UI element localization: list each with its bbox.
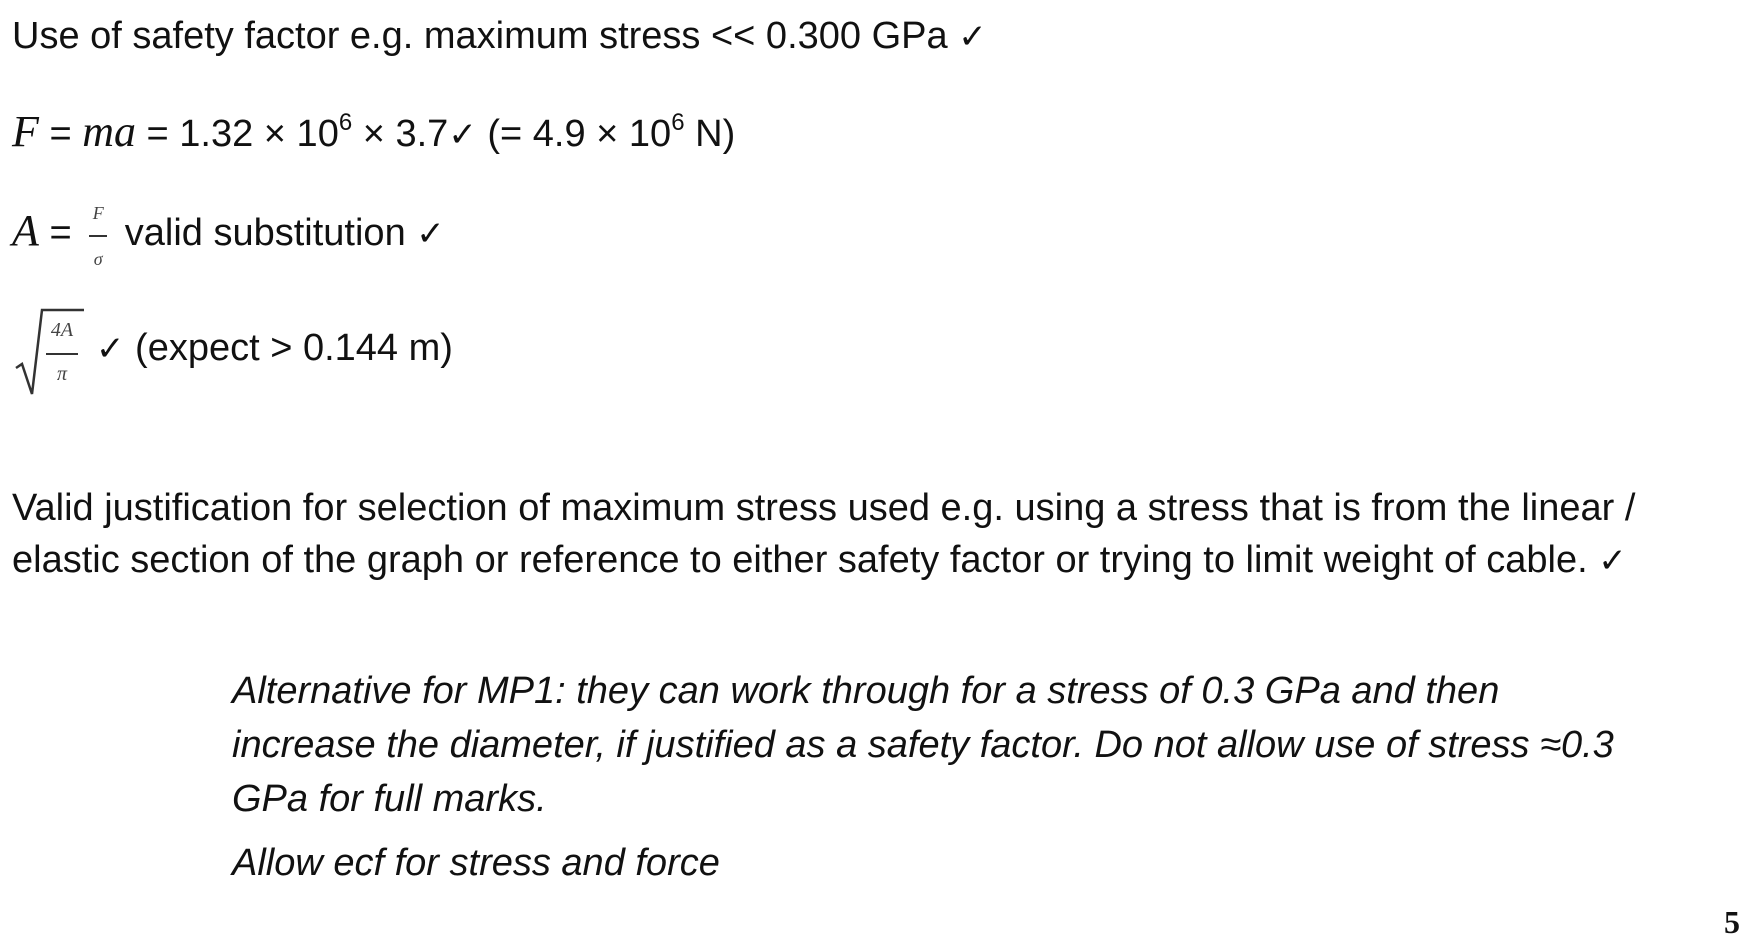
variable-f: F <box>12 107 39 156</box>
alternative-note: Alternative for MP1: they can work through for a stress of 0.3 GPa and then increase the diameter, if justified as a safety factor. Do not allow use of stress ≈0.3 GPa for full marks. <box>232 670 1614 820</box>
fraction-f-over-sigma <box>86 200 110 270</box>
line-area-equation <box>12 196 445 270</box>
root-denominator: π <box>56 362 68 385</box>
exponent: 6 <box>338 109 353 136</box>
check-mark-icon: ✓ <box>96 329 125 369</box>
acceleration-part: × 3.7 <box>352 113 449 155</box>
check-mark-icon: ✓ <box>416 214 445 254</box>
expect-text: (expect > 0.144 m) <box>124 327 453 369</box>
force-result-part: (= 4.9 × 10 <box>476 113 672 155</box>
fraction-numerator: F <box>92 202 104 223</box>
ecf-note: Allow ecf for stress and force <box>232 842 720 884</box>
line-safety-factor <box>12 14 987 59</box>
check-mark-icon: ✓ <box>958 17 987 57</box>
safety-factor-text: Use of safety factor e.g. maximum stress << 0.300 GPa <box>12 15 948 57</box>
root-numerator: 4A <box>50 318 74 341</box>
variable-ma: ma <box>82 107 136 156</box>
check-mark-icon: ✓ <box>448 115 477 155</box>
variable-a: A <box>12 206 39 255</box>
substitution-text: valid substitution <box>114 212 417 254</box>
line-force-equation <box>12 107 736 157</box>
justification-paragraph <box>12 482 1732 587</box>
line-diameter <box>12 300 453 398</box>
check-mark-icon: ✓ <box>1598 541 1627 581</box>
force-value-part: = 1.32 × 10 <box>135 113 339 155</box>
exponent: 6 <box>671 109 685 136</box>
justification-text: Valid justification for selection of maximum stress used e.g. using a stress that is from the linear / elastic section of the graph or reference to either safety factor or trying to limit weight of cable. <box>12 487 1636 581</box>
equals-sign: = <box>38 212 83 254</box>
fraction-denominator: σ <box>93 248 103 269</box>
square-root-expression <box>12 302 84 398</box>
equals-sign: = <box>38 113 83 155</box>
force-result-unit: N) <box>684 113 736 155</box>
page-number: 5 <box>1724 904 1740 940</box>
fraction-bar <box>89 235 107 237</box>
